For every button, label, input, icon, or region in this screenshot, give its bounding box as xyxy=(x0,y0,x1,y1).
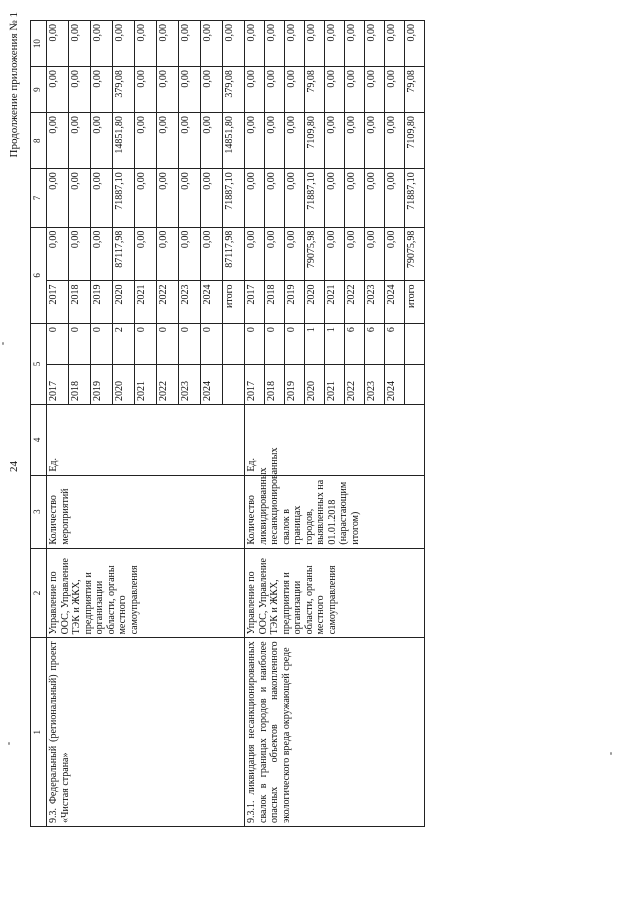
scan-artifact xyxy=(610,752,612,755)
other-sources-cell: 0,00 xyxy=(201,21,223,67)
finance-year-cell: 2024 xyxy=(385,281,405,324)
event-name-cell: 9.3. Федеральный (региональный) проект «Чистая страна» xyxy=(47,638,245,827)
regional-budget-cell: 7109,80 xyxy=(405,113,425,169)
regional-budget-cell: 0,00 xyxy=(157,113,179,169)
other-sources-cell: 0,00 xyxy=(223,21,245,67)
total-amount-cell: 0,00 xyxy=(157,227,179,281)
finance-year-cell: 2022 xyxy=(157,281,179,324)
other-sources-cell: 0,00 xyxy=(245,21,265,67)
other-sources-cell: 0,00 xyxy=(365,21,385,67)
header-cell: 7 xyxy=(31,169,47,227)
header-cell: 4 xyxy=(31,404,47,475)
header-cell: 8 xyxy=(31,113,47,169)
total-amount-cell: 79075,98 xyxy=(405,227,425,281)
local-budget-cell: 0,00 xyxy=(245,67,265,113)
year-cell: 2017 xyxy=(245,364,265,404)
federal-budget-cell: 0,00 xyxy=(385,169,405,227)
federal-budget-cell: 0,00 xyxy=(265,169,285,227)
federal-budget-cell: 0,00 xyxy=(91,169,113,227)
local-budget-cell: 0,00 xyxy=(135,67,157,113)
federal-budget-cell: 0,00 xyxy=(135,169,157,227)
finance-year-cell: 2018 xyxy=(265,281,285,324)
year-cell: 2017 xyxy=(47,364,69,404)
other-sources-cell: 0,00 xyxy=(285,21,305,67)
total-amount-cell: 79075,98 xyxy=(305,227,325,281)
regional-budget-cell: 0,00 xyxy=(365,113,385,169)
year-cell: 2019 xyxy=(91,364,113,404)
finance-year-cell: 2021 xyxy=(325,281,345,324)
local-budget-cell: 379,08 xyxy=(113,67,135,113)
indicator-cell: Количество ликвидированных несанкционированных свалок в границах городов, выявленных на 01.01.2018 (нарастающим итогом) xyxy=(245,475,425,548)
federal-budget-cell: 0,00 xyxy=(69,169,91,227)
total-label-cell: итого xyxy=(405,281,425,324)
local-budget-cell: 0,00 xyxy=(47,67,69,113)
header-cell: 1 xyxy=(31,638,47,827)
finance-year-cell: 2019 xyxy=(91,281,113,324)
other-sources-cell: 0,00 xyxy=(305,21,325,67)
unit-cell: Ед. xyxy=(245,404,425,475)
year-cell: 2021 xyxy=(135,364,157,404)
total-amount-cell: 0,00 xyxy=(201,227,223,281)
table-body xyxy=(31,21,425,827)
local-budget-cell: 0,00 xyxy=(385,67,405,113)
regional-budget-cell: 14851,80 xyxy=(113,113,135,169)
other-sources-cell: 0,00 xyxy=(345,21,365,67)
other-sources-cell: 0,00 xyxy=(157,21,179,67)
empty-cell xyxy=(223,324,245,364)
empty-cell xyxy=(223,364,245,404)
indicator-value-cell: 0 xyxy=(265,324,285,364)
other-sources-cell: 0,00 xyxy=(325,21,345,67)
regional-budget-cell: 0,00 xyxy=(69,113,91,169)
regional-budget-cell: 0,00 xyxy=(245,113,265,169)
local-budget-cell: 0,00 xyxy=(69,67,91,113)
page-number: 24 xyxy=(8,461,20,472)
total-amount-cell: 0,00 xyxy=(245,227,265,281)
year-cell: 2022 xyxy=(345,364,365,404)
federal-budget-cell: 0,00 xyxy=(201,169,223,227)
federal-budget-cell: 0,00 xyxy=(365,169,385,227)
regional-budget-cell: 0,00 xyxy=(385,113,405,169)
federal-budget-cell: 71887,10 xyxy=(113,169,135,227)
federal-budget-cell: 0,00 xyxy=(325,169,345,227)
total-amount-cell: 0,00 xyxy=(91,227,113,281)
regional-budget-cell: 0,00 xyxy=(265,113,285,169)
local-budget-cell: 379,08 xyxy=(223,67,245,113)
year-cell: 2020 xyxy=(113,364,135,404)
year-cell: 2024 xyxy=(201,364,223,404)
federal-budget-cell: 71887,10 xyxy=(305,169,325,227)
finance-year-cell: 2024 xyxy=(201,281,223,324)
local-budget-cell: 0,00 xyxy=(265,67,285,113)
other-sources-cell: 0,00 xyxy=(405,21,425,67)
other-sources-cell: 0,00 xyxy=(265,21,285,67)
local-budget-cell: 0,00 xyxy=(179,67,201,113)
federal-budget-cell: 0,00 xyxy=(157,169,179,227)
regional-budget-cell: 7109,80 xyxy=(305,113,325,169)
total-amount-cell: 0,00 xyxy=(47,227,69,281)
continuation-note: Продолжение приложения № 1 xyxy=(8,12,20,158)
finance-year-cell: 2020 xyxy=(113,281,135,324)
local-budget-cell: 0,00 xyxy=(91,67,113,113)
indicator-value-cell: 0 xyxy=(135,324,157,364)
regional-budget-cell: 14851,80 xyxy=(223,113,245,169)
total-amount-cell: 0,00 xyxy=(265,227,285,281)
year-cell: 2023 xyxy=(365,364,385,404)
other-sources-cell: 0,00 xyxy=(135,21,157,67)
year-cell: 2024 xyxy=(385,364,405,404)
indicator-value-cell: 0 xyxy=(201,324,223,364)
other-sources-cell: 0,00 xyxy=(69,21,91,67)
total-amount-cell: 0,00 xyxy=(285,227,305,281)
total-amount-cell: 0,00 xyxy=(345,227,365,281)
local-budget-cell: 0,00 xyxy=(285,67,305,113)
total-amount-cell: 87117,98 xyxy=(223,227,245,281)
federal-budget-cell: 0,00 xyxy=(345,169,365,227)
year-cell: 2020 xyxy=(305,364,325,404)
federal-budget-cell: 71887,10 xyxy=(223,169,245,227)
year-cell: 2021 xyxy=(325,364,345,404)
total-amount-cell: 0,00 xyxy=(325,227,345,281)
year-cell: 2018 xyxy=(265,364,285,404)
regional-budget-cell: 0,00 xyxy=(47,113,69,169)
unit-cell: Ед. xyxy=(47,404,245,475)
finance-year-cell: 2019 xyxy=(285,281,305,324)
scan-artifact xyxy=(8,742,10,745)
total-amount-cell: 0,00 xyxy=(69,227,91,281)
empty-cell xyxy=(405,364,425,404)
indicator-value-cell: 0 xyxy=(245,324,265,364)
header-row xyxy=(31,21,47,827)
indicator-cell: Количество мероприятий xyxy=(47,475,245,548)
event-name-cell: 9.3.1. ликвидация несанкционированных свалок в границах городов и наиболее опасных объектов накопленного экологического вреда окружающей среде xyxy=(245,638,425,827)
header-cell: 10 xyxy=(31,21,47,67)
finance-year-cell: 2021 xyxy=(135,281,157,324)
other-sources-cell: 0,00 xyxy=(113,21,135,67)
local-budget-cell: 0,00 xyxy=(325,67,345,113)
total-amount-cell: 0,00 xyxy=(385,227,405,281)
indicator-value-cell: 6 xyxy=(365,324,385,364)
responsible-cell: Управление по ООС, Управление ТЭК и ЖКХ, предприятия и организации области, органы местного самоуправления xyxy=(245,548,425,638)
total-amount-cell: 0,00 xyxy=(135,227,157,281)
regional-budget-cell: 0,00 xyxy=(285,113,305,169)
federal-budget-cell: 71887,10 xyxy=(405,169,425,227)
indicator-value-cell: 0 xyxy=(47,324,69,364)
local-budget-cell: 79,08 xyxy=(405,67,425,113)
finance-year-cell: 2023 xyxy=(179,281,201,324)
finance-year-cell: 2023 xyxy=(365,281,385,324)
local-budget-cell: 0,00 xyxy=(201,67,223,113)
local-budget-cell: 0,00 xyxy=(345,67,365,113)
federal-budget-cell: 0,00 xyxy=(285,169,305,227)
finance-year-cell: 2022 xyxy=(345,281,365,324)
budget-table xyxy=(30,20,425,827)
federal-budget-cell: 0,00 xyxy=(245,169,265,227)
header-cell: 6 xyxy=(31,227,47,324)
year-cell: 2022 xyxy=(157,364,179,404)
indicator-value-cell: 0 xyxy=(91,324,113,364)
other-sources-cell: 0,00 xyxy=(91,21,113,67)
indicator-value-cell: 6 xyxy=(345,324,365,364)
finance-year-cell: 2017 xyxy=(245,281,265,324)
indicator-value-cell: 0 xyxy=(69,324,91,364)
local-budget-cell: 0,00 xyxy=(157,67,179,113)
scan-artifact xyxy=(2,342,4,345)
local-budget-cell: 79,08 xyxy=(305,67,325,113)
regional-budget-cell: 0,00 xyxy=(179,113,201,169)
regional-budget-cell: 0,00 xyxy=(135,113,157,169)
table-row xyxy=(47,21,69,827)
indicator-value-cell: 2 xyxy=(113,324,135,364)
year-cell: 2023 xyxy=(179,364,201,404)
federal-budget-cell: 0,00 xyxy=(47,169,69,227)
year-cell: 2018 xyxy=(69,364,91,404)
total-amount-cell: 87117,98 xyxy=(113,227,135,281)
responsible-cell: Управление по ООС, Управление ТЭК и ЖКХ, предприятия и организации области, органы местного самоуправления xyxy=(47,548,245,638)
other-sources-cell: 0,00 xyxy=(179,21,201,67)
finance-year-cell: 2018 xyxy=(69,281,91,324)
indicator-value-cell: 0 xyxy=(157,324,179,364)
indicator-value-cell: 6 xyxy=(385,324,405,364)
indicator-value-cell: 0 xyxy=(179,324,201,364)
total-amount-cell: 0,00 xyxy=(365,227,385,281)
header-cell: 2 xyxy=(31,548,47,638)
year-cell: 2019 xyxy=(285,364,305,404)
indicator-value-cell: 0 xyxy=(285,324,305,364)
regional-budget-cell: 0,00 xyxy=(91,113,113,169)
regional-budget-cell: 0,00 xyxy=(325,113,345,169)
indicator-value-cell: 1 xyxy=(325,324,345,364)
regional-budget-cell: 0,00 xyxy=(345,113,365,169)
local-budget-cell: 0,00 xyxy=(365,67,385,113)
empty-cell xyxy=(405,324,425,364)
header-cell: 5 xyxy=(31,324,47,405)
header-cell: 3 xyxy=(31,475,47,548)
table-row xyxy=(245,21,265,827)
indicator-value-cell: 1 xyxy=(305,324,325,364)
finance-year-cell: 2020 xyxy=(305,281,325,324)
other-sources-cell: 0,00 xyxy=(47,21,69,67)
regional-budget-cell: 0,00 xyxy=(201,113,223,169)
header-cell: 9 xyxy=(31,67,47,113)
other-sources-cell: 0,00 xyxy=(385,21,405,67)
finance-year-cell: 2017 xyxy=(47,281,69,324)
total-amount-cell: 0,00 xyxy=(179,227,201,281)
total-label-cell: итого xyxy=(223,281,245,324)
federal-budget-cell: 0,00 xyxy=(179,169,201,227)
